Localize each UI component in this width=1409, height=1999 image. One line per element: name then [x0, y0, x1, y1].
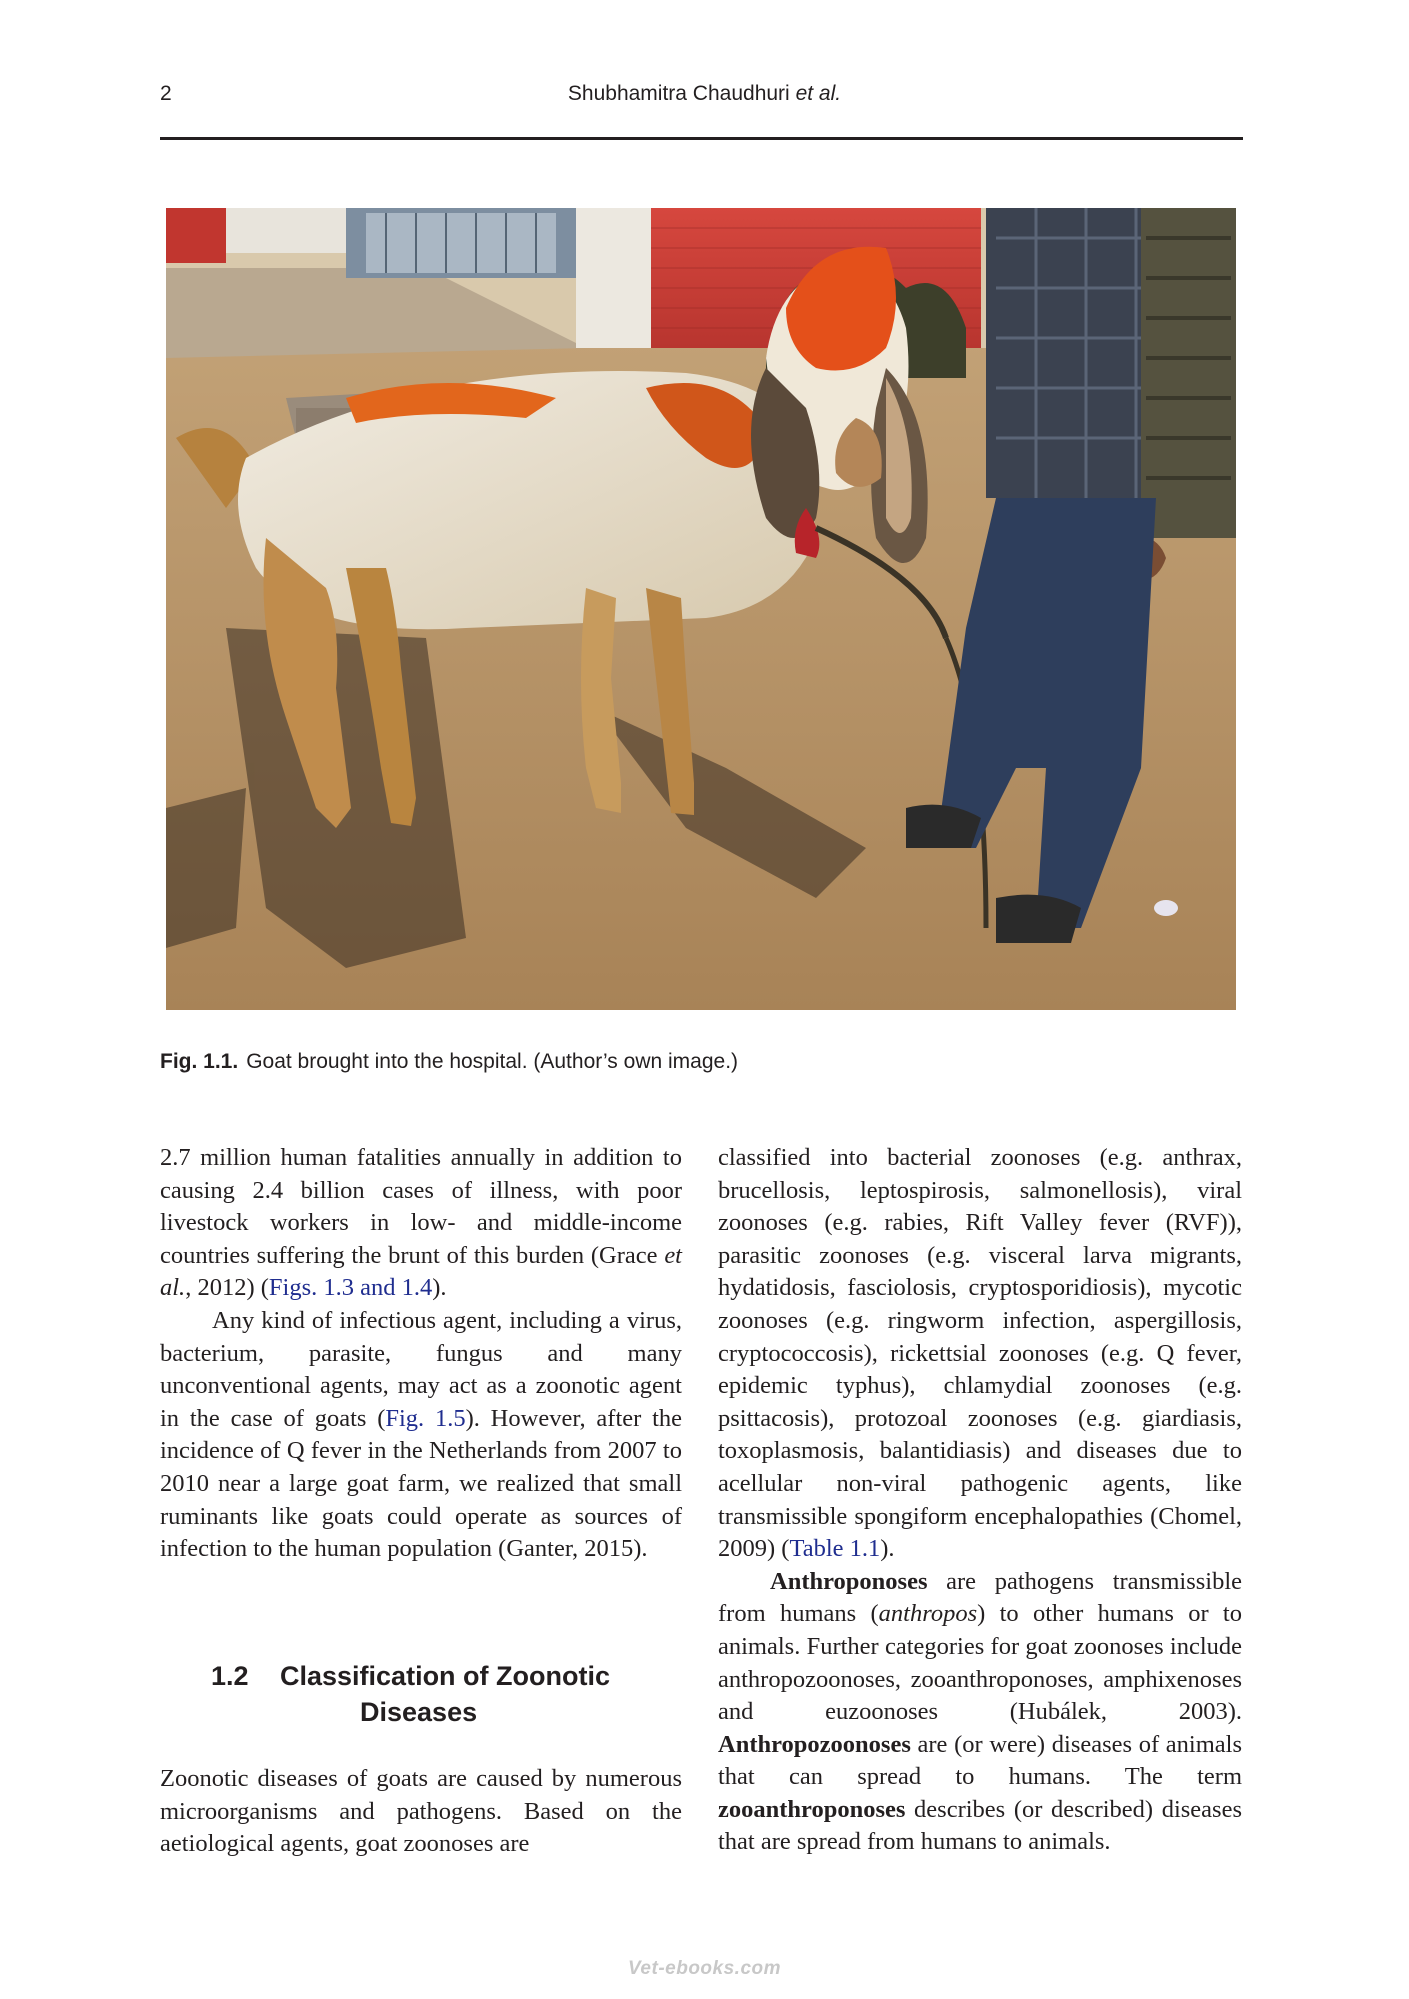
figs-1-3-1-4-link[interactable]: Figs. 1.3 and 1.4: [268, 1274, 433, 1302]
right-column: [718, 1142, 1242, 1859]
section-title-line-1: Classification of Zoonotic: [280, 1661, 611, 1691]
figure-goat-photo: [166, 208, 1236, 1010]
italic-run: et al.: [160, 1241, 682, 1302]
running-head: [0, 82, 1409, 106]
running-head-etal: et al.: [795, 82, 842, 105]
figure-label: Fig. 1.1.: [160, 1050, 239, 1073]
text-run: ).: [432, 1274, 447, 1302]
term-anthroponoses: Anthroponoses: [770, 1567, 928, 1595]
text-run: ). However, after the incidence of Q fever in the Netherlands from 2007 to 2010 near a large goat farm, we realized that small ruminants like goats could operate as sources of infection to the human population (Ganter, 2015).: [160, 1404, 682, 1563]
text-run: classified into bacterial zoonoses (e.g. anthrax, brucellosis, leptospirosis, salmonellosis), viral zoonoses (e.g. rabies, Rift Valley fever (RVF)), parasitic zoonoses (e.g. visceral larva migrants, hydatidosis, fasciolosis, cryptosporidiosis), mycotic zoonoses (e.g. ringworm infection, aspergillosis, cryptococcosis), rickettsial zoonoses (e.g. Q fever, epidemic typhus), chlamydial zoonoses (e.g. psittacosis), protozoal zoonoses (e.g. giardiasis, toxoplasmosis, balantidiasis) and diseases due to acellular non-viral pathogenic agents, like transmissible spongiform encephalopathies (Chomel, 2009) (: [718, 1144, 1242, 1563]
goat-photo-illustration: [166, 208, 1236, 1010]
table-1-1-link[interactable]: Table 1.1: [789, 1535, 881, 1563]
running-head-author: Shubhamitra Chaudhuri: [567, 82, 790, 105]
text-run: are (or were) diseases of animals that can spread to humans. The term: [718, 1730, 1242, 1791]
text-run: 2.7 million human fatalities annually in addition to causing 2.4 billion cases of illness, with poor livestock workers in low- and middle-income countries suffering the brunt of this burden (Grace: [160, 1144, 682, 1269]
header-rule: [160, 137, 1243, 140]
term-anthropozoonoses: Anthropozoonoses: [718, 1730, 911, 1758]
text-run: describes (or described) diseases that are spread from humans to animals.: [718, 1795, 1242, 1856]
text-run: Any kind of infectious agent, including a virus, bacterium, parasite, fungus and many unconventional agents, may act as a zoonotic agent in the case of goats (: [160, 1306, 682, 1432]
watermark: Vet-ebooks.com: [627, 1958, 782, 1979]
section-title-line-2: Diseases: [360, 1697, 478, 1727]
figure-caption-text: Goat brought into the hospital. (Author’s own image.): [246, 1050, 739, 1073]
term-zooanthroponoses: zooanthroponoses: [718, 1795, 906, 1823]
text-run: ) to other humans or to animals. Further categories for goat zoonoses include anthropozoonoses, zooanthroponoses, amphixenoses and euzoonoses (Hubálek, 2003).: [718, 1600, 1242, 1726]
fig-1-5-link[interactable]: Fig. 1.5: [385, 1404, 466, 1432]
text-run: , 2012) (: [185, 1274, 269, 1302]
left-paragraph-3: Zoonotic diseases of goats are caused by numerous microorganisms and pathogens. Based on the aetiological agents, goat zoonoses are: [160, 1765, 682, 1858]
figure-caption: [160, 1050, 738, 1074]
text-run: are pathogens transmissible from humans (: [718, 1567, 1242, 1628]
right-paragraph-2: [718, 1566, 1242, 1859]
page-number: 2: [160, 82, 172, 105]
left-column-bottom: [160, 1763, 682, 1861]
left-paragraph-1: [160, 1142, 682, 1305]
right-paragraph-1: [718, 1142, 1242, 1566]
left-column-top: [160, 1142, 682, 1566]
italic-run: anthropos: [878, 1600, 978, 1628]
section-number: 1.2: [211, 1661, 249, 1691]
text-run: ).: [880, 1535, 895, 1563]
left-paragraph-2: [160, 1305, 682, 1566]
